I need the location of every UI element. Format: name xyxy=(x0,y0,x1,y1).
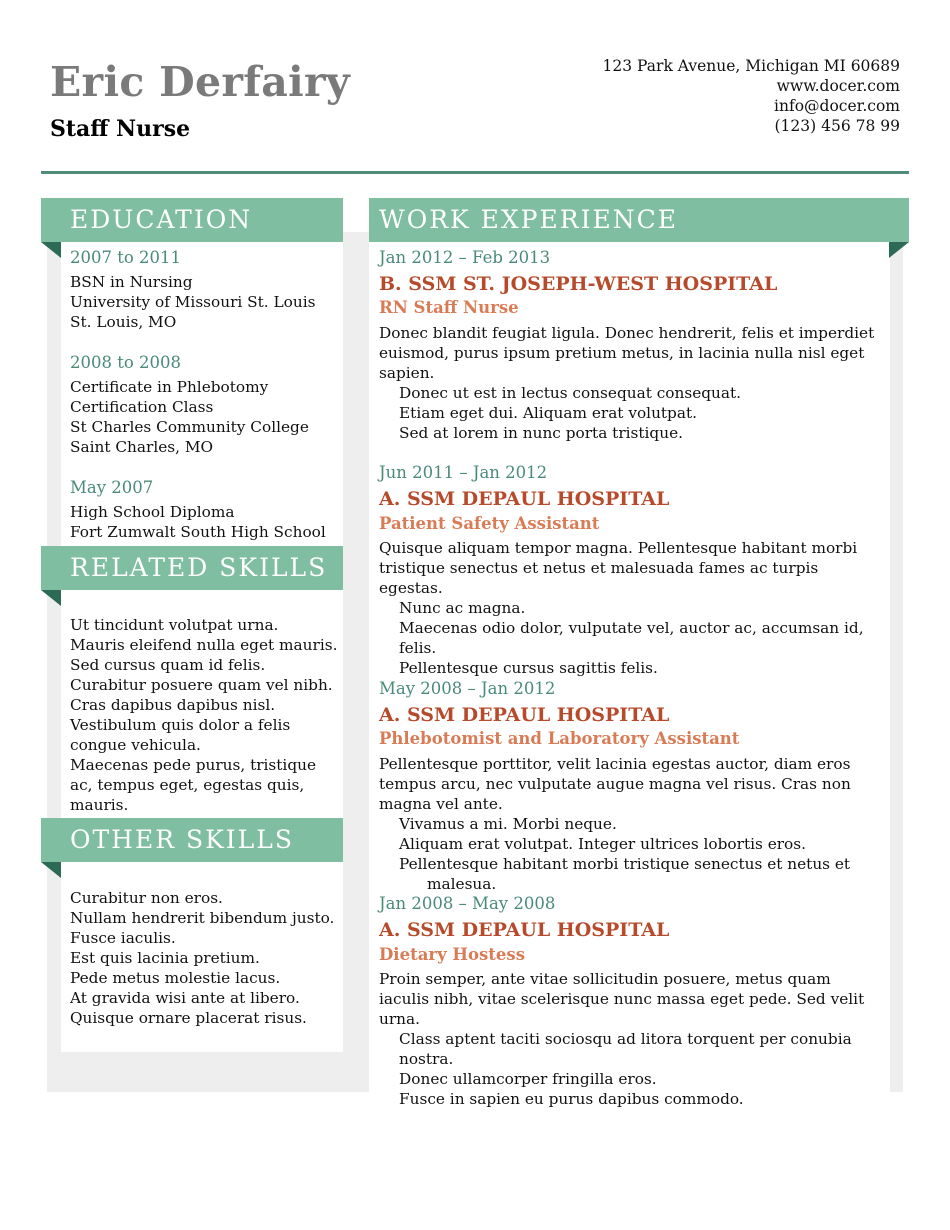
list-item: Nullam hendrerit bibendum justo. xyxy=(70,909,335,927)
job-role: Patient Safety Assistant xyxy=(379,514,600,533)
job-bullet: Pellentesque habitant morbi tristique senectus et netus et xyxy=(399,855,851,873)
education-entry-line: BSN in Nursing xyxy=(70,273,193,291)
job-bullet: Pellentesque cursus sagittis felis. xyxy=(399,659,658,677)
job-date: Jan 2008 – May 2008 xyxy=(379,894,556,913)
education-entry-3 xyxy=(70,502,326,542)
job-bullet: Donec ullamcorper fringilla eros. xyxy=(399,1070,657,1088)
education-entry-2 xyxy=(70,377,309,457)
contact-block xyxy=(603,56,900,136)
job-details xyxy=(379,969,879,1109)
education-entry-line: St Charles Community College xyxy=(70,418,309,436)
education-banner-fold xyxy=(41,242,61,258)
job-details xyxy=(379,538,879,678)
job-role: Dietary Hostess xyxy=(379,945,525,964)
list-item: Curabitur non eros. xyxy=(70,889,223,907)
education-date-3: May 2007 xyxy=(70,478,154,497)
list-item: Vestibulum quis dolor a felis congue vehicula. xyxy=(70,716,291,754)
header-divider xyxy=(41,171,909,174)
contact-website[interactable]: www.docer.com xyxy=(776,77,900,95)
job-date: Jan 2012 – Feb 2013 xyxy=(379,248,551,267)
other-skills-banner xyxy=(41,818,343,862)
job-bullet: Maecenas odio dolor, vulputate vel, auctor ac, accumsan id, felis. xyxy=(399,619,864,657)
work-experience-banner-fold xyxy=(889,242,909,258)
other-skills-list xyxy=(70,888,334,1028)
job-bullet: Etiam eget dui. Aliquam erat volutpat. xyxy=(399,404,697,422)
contact-phone: (123) 456 78 99 xyxy=(774,117,900,135)
list-item: At gravida wisi ante at libero. xyxy=(70,989,300,1007)
job-date: Jun 2011 – Jan 2012 xyxy=(379,463,548,482)
list-item: Pede metus molestie lacus. xyxy=(70,969,281,987)
education-entry-line: Certificate in Phlebotomy xyxy=(70,378,269,396)
education-entry-line: Saint Charles, MO xyxy=(70,438,214,456)
contact-address: 123 Park Avenue, Michigan MI 60689 xyxy=(602,57,900,75)
education-banner xyxy=(41,198,343,242)
contact-email[interactable]: info@docer.com xyxy=(774,97,900,115)
other-skills-banner-fold xyxy=(41,862,61,878)
job-bullet: Sed at lorem in nunc porta tristique. xyxy=(399,424,683,442)
job-description: Donec blandit feugiat ligula. Donec hendrerit, felis et imperdiet euismod, purus ipsum pretium metus, in lacinia nulla nisl eget sapien. xyxy=(379,324,875,382)
education-date-1: 2007 to 2011 xyxy=(70,248,182,267)
job-details xyxy=(379,323,879,443)
job-bullet: Nunc ac magna. xyxy=(399,599,526,617)
candidate-title: Staff Nurse xyxy=(50,116,191,142)
education-date-2: 2008 to 2008 xyxy=(70,353,182,372)
work-experience-banner xyxy=(369,198,909,242)
job-description: Proin semper, ante vitae sollicitudin posuere, metus quam iaculis nibh, vitae scelerisque nunc massa eget pede. Sed velit urna. xyxy=(379,970,865,1028)
list-item: Quisque ornare placerat risus. xyxy=(70,1009,307,1027)
education-entry-line: University of Missouri St. Louis xyxy=(70,293,316,311)
education-entry-line: St. Louis, MO xyxy=(70,313,177,331)
education-entry-1 xyxy=(70,272,315,332)
job-details xyxy=(379,754,879,894)
job-bullet: Aliquam erat volutpat. Integer ultrices lobortis eros. xyxy=(399,835,806,853)
job-bullet: Donec ut est in lectus consequat consequat. xyxy=(399,384,742,402)
related-skills-banner xyxy=(41,546,343,590)
work-experience-heading: WORK EXPERIENCE xyxy=(379,205,678,234)
list-item: Maecenas pede purus, tristique ac, tempus eget, egestas quis, mauris. xyxy=(70,756,317,814)
job-bullet-continuation: malesua. xyxy=(427,875,497,893)
education-heading: EDUCATION xyxy=(70,205,253,234)
education-entry-line: Certification Class xyxy=(70,398,214,416)
candidate-name: Eric Derfairy xyxy=(50,58,351,106)
education-entry-line: Fort Zumwalt South High School xyxy=(70,523,326,541)
job-employer: A. SSM DEPAUL HOSPITAL xyxy=(379,488,670,510)
related-skills-banner-fold xyxy=(41,590,61,606)
list-item: Fusce iaculis. xyxy=(70,929,176,947)
education-entry-line: High School Diploma xyxy=(70,503,235,521)
job-role: Phlebotomist and Laboratory Assistant xyxy=(379,729,740,748)
list-item: Est quis lacinia pretium. xyxy=(70,949,260,967)
list-item: Ut tincidunt volutpat urna. xyxy=(70,616,279,634)
job-role: RN Staff Nurse xyxy=(379,298,519,317)
job-date: May 2008 – Jan 2012 xyxy=(379,679,556,698)
job-bullet: Fusce in sapien eu purus dapibus commodo. xyxy=(399,1090,744,1108)
list-item: Sed cursus quam id felis. xyxy=(70,656,266,674)
job-employer: A. SSM DEPAUL HOSPITAL xyxy=(379,704,670,726)
job-bullet: Class aptent taciti sociosqu ad litora torquent per conubia nostra. xyxy=(399,1030,852,1068)
related-skills-list xyxy=(70,615,338,815)
job-bullet: Vivamus a mi. Morbi neque. xyxy=(399,815,617,833)
related-skills-heading: RELATED SKILLS xyxy=(70,553,328,582)
job-description: Quisque aliquam tempor magna. Pellentesque habitant morbi tristique senectus et netus et malesuada fames ac turpis egestas. xyxy=(379,539,858,597)
other-skills-heading: OTHER SKILLS xyxy=(70,825,294,854)
job-employer: A. SSM DEPAUL HOSPITAL xyxy=(379,919,670,941)
job-description: Pellentesque porttitor, velit lacinia egestas auctor, diam eros tempus arcu, nec vulputate augue magna vel risus. Cras non magna vel ante. xyxy=(379,755,851,813)
job-employer: B. SSM ST. JOSEPH-WEST HOSPITAL xyxy=(379,273,778,295)
list-item: Curabitur posuere quam vel nibh. xyxy=(70,676,333,694)
list-item: Mauris eleifend nulla eget mauris. xyxy=(70,636,338,654)
list-item: Cras dapibus dapibus nisl. xyxy=(70,696,276,714)
